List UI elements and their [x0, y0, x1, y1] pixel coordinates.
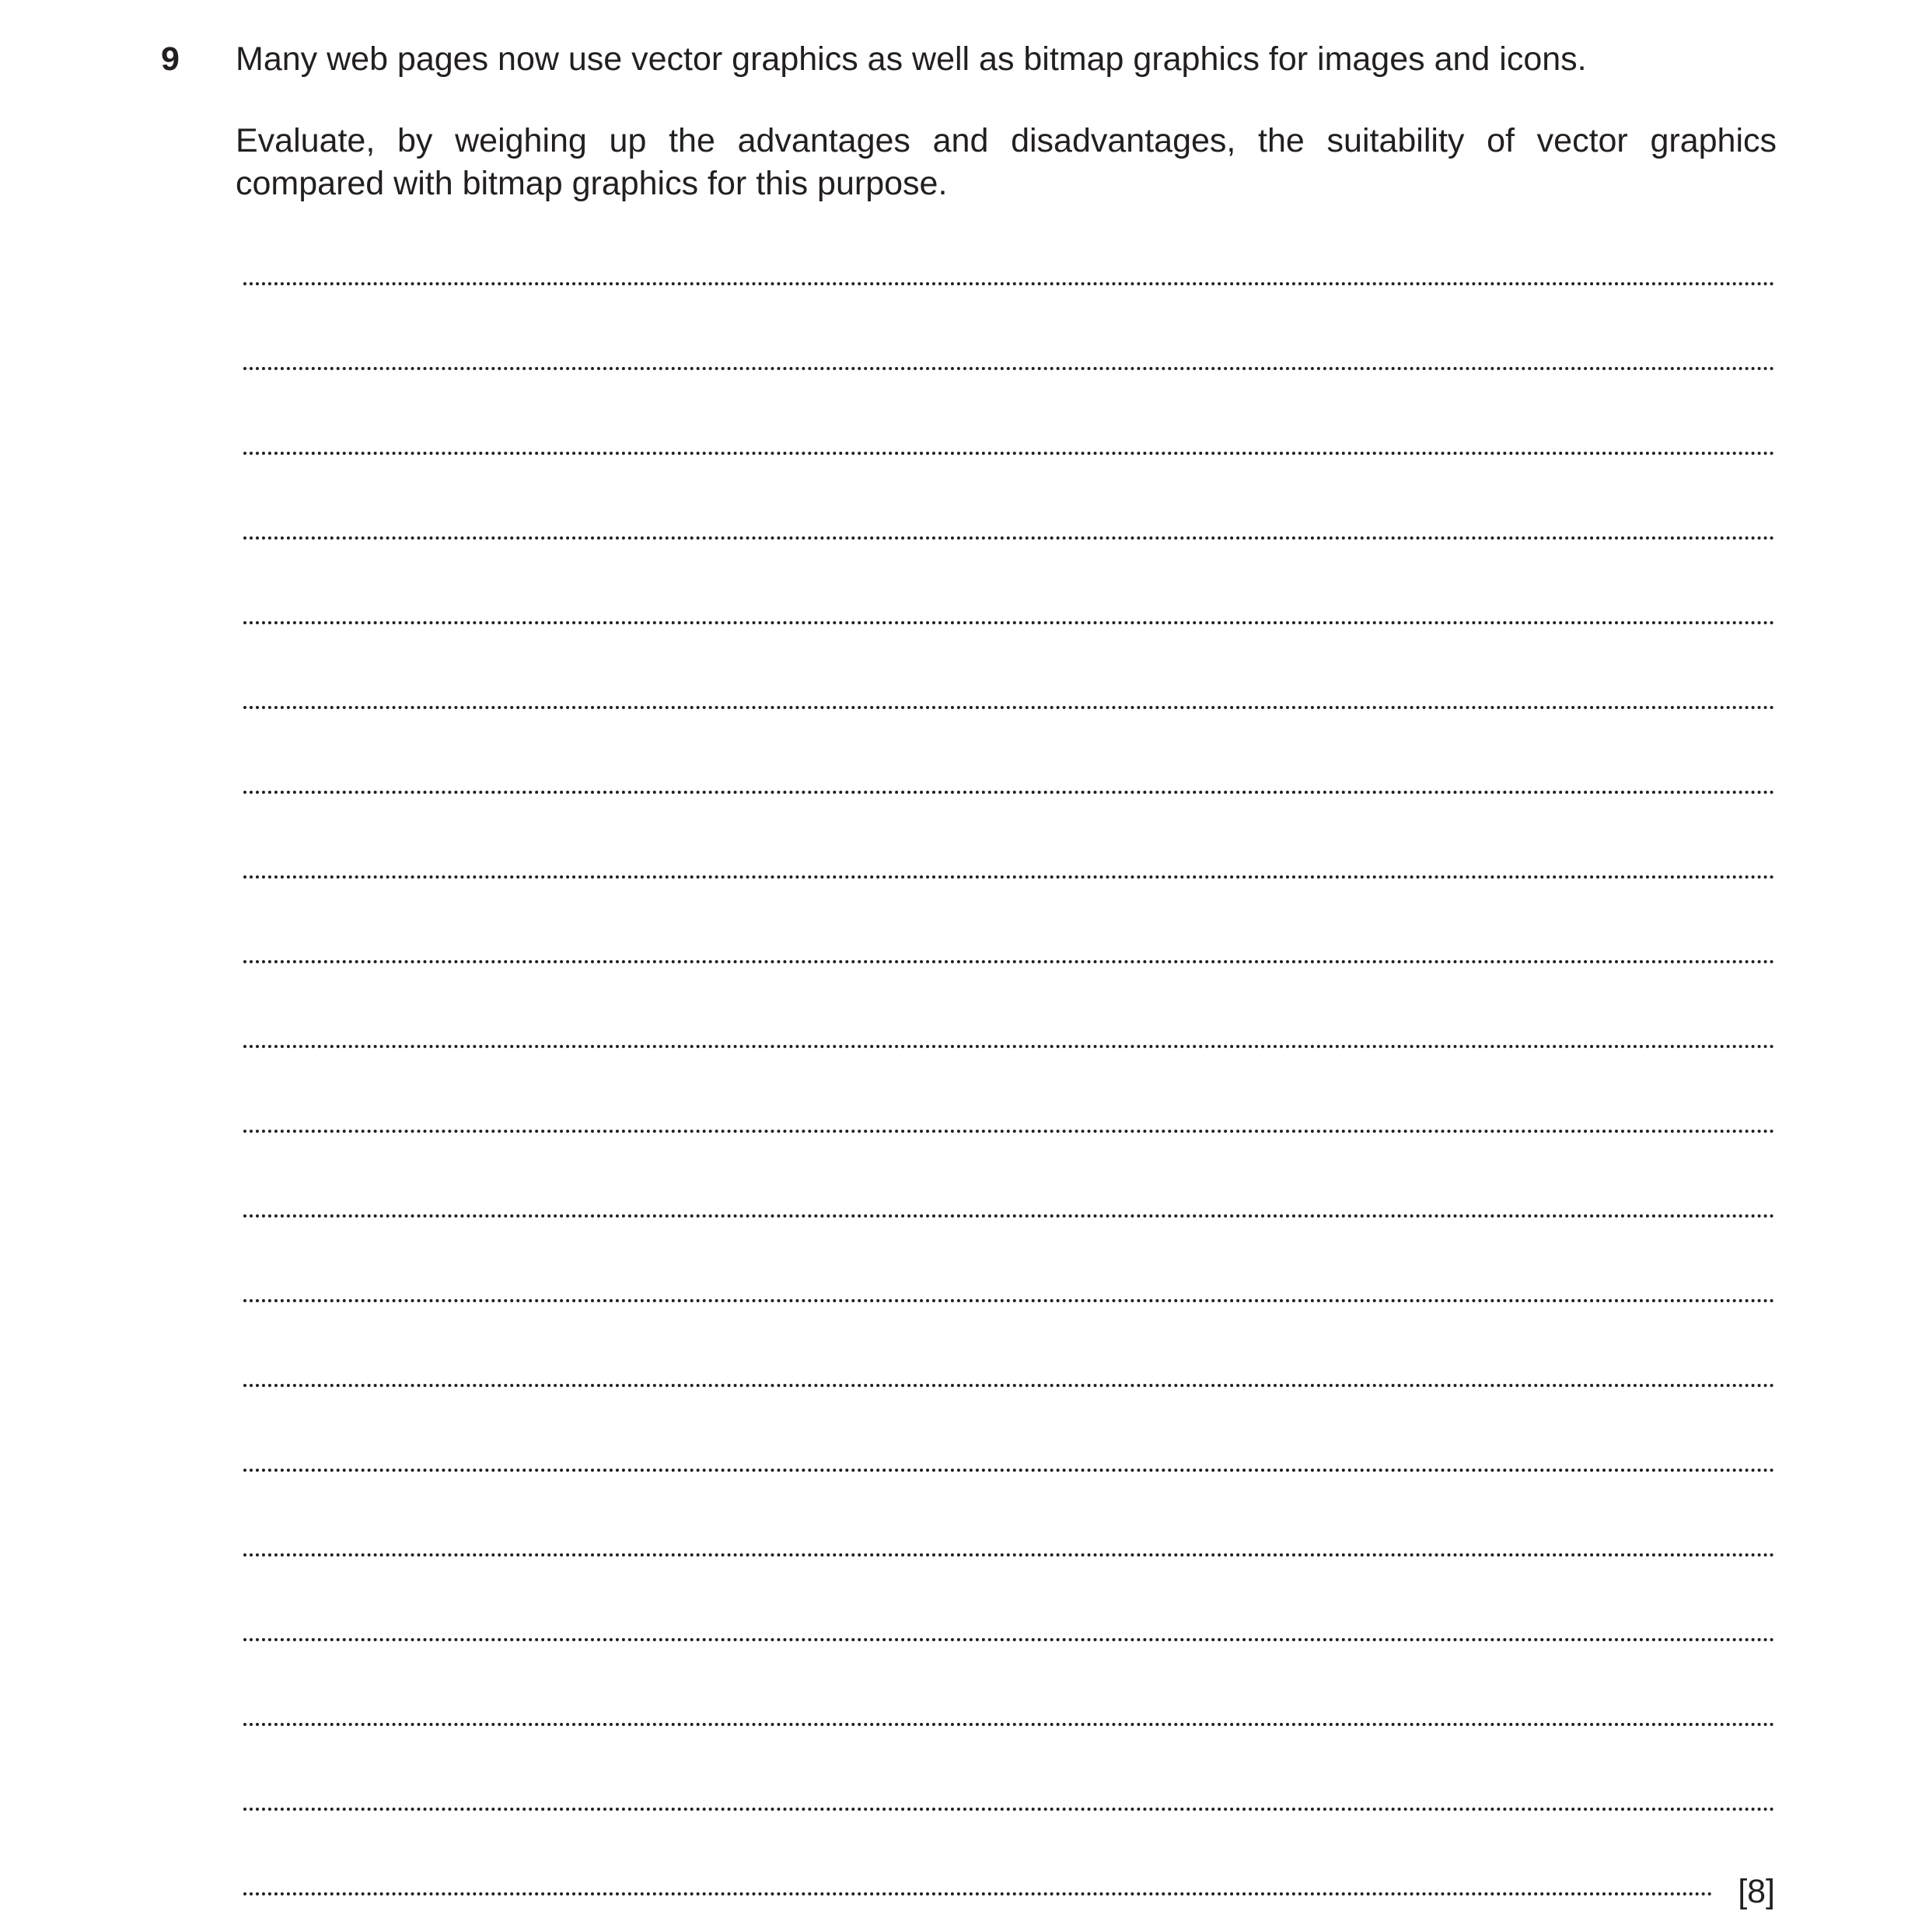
answer-line[interactable] — [243, 1504, 1775, 1589]
answer-line[interactable] — [243, 403, 1775, 487]
answer-line[interactable] — [243, 1420, 1775, 1504]
answer-area[interactable] — [243, 233, 1775, 1928]
question-number: 9 — [161, 40, 180, 78]
answer-line[interactable] — [243, 657, 1775, 742]
answer-line[interactable] — [243, 826, 1775, 911]
answer-line[interactable] — [243, 742, 1775, 826]
answer-line[interactable] — [243, 1335, 1775, 1420]
answer-line[interactable] — [243, 318, 1775, 403]
answer-line[interactable] — [243, 1843, 1775, 1928]
answer-line[interactable] — [243, 1250, 1775, 1335]
answer-line[interactable] — [243, 1674, 1775, 1759]
marks-label: [8] — [1738, 1873, 1775, 1910]
answer-line[interactable] — [243, 1759, 1775, 1843]
answer-line[interactable] — [243, 996, 1775, 1081]
answer-line[interactable] — [243, 487, 1775, 572]
question-instruction: Evaluate, by weighing up the advantages and disadvantages, the suitability of vector graphics compared with bitmap graphics for this purpose. — [236, 122, 1777, 202]
answer-line[interactable] — [243, 233, 1775, 318]
answer-line[interactable] — [243, 1589, 1775, 1674]
answer-line[interactable] — [243, 911, 1775, 996]
answer-line[interactable] — [243, 1165, 1775, 1250]
answer-line[interactable] — [243, 1081, 1775, 1165]
answer-line[interactable] — [243, 572, 1775, 657]
question-stem: Many web pages now use vector graphics as well as bitmap graphics for images and icons. — [236, 40, 1587, 78]
